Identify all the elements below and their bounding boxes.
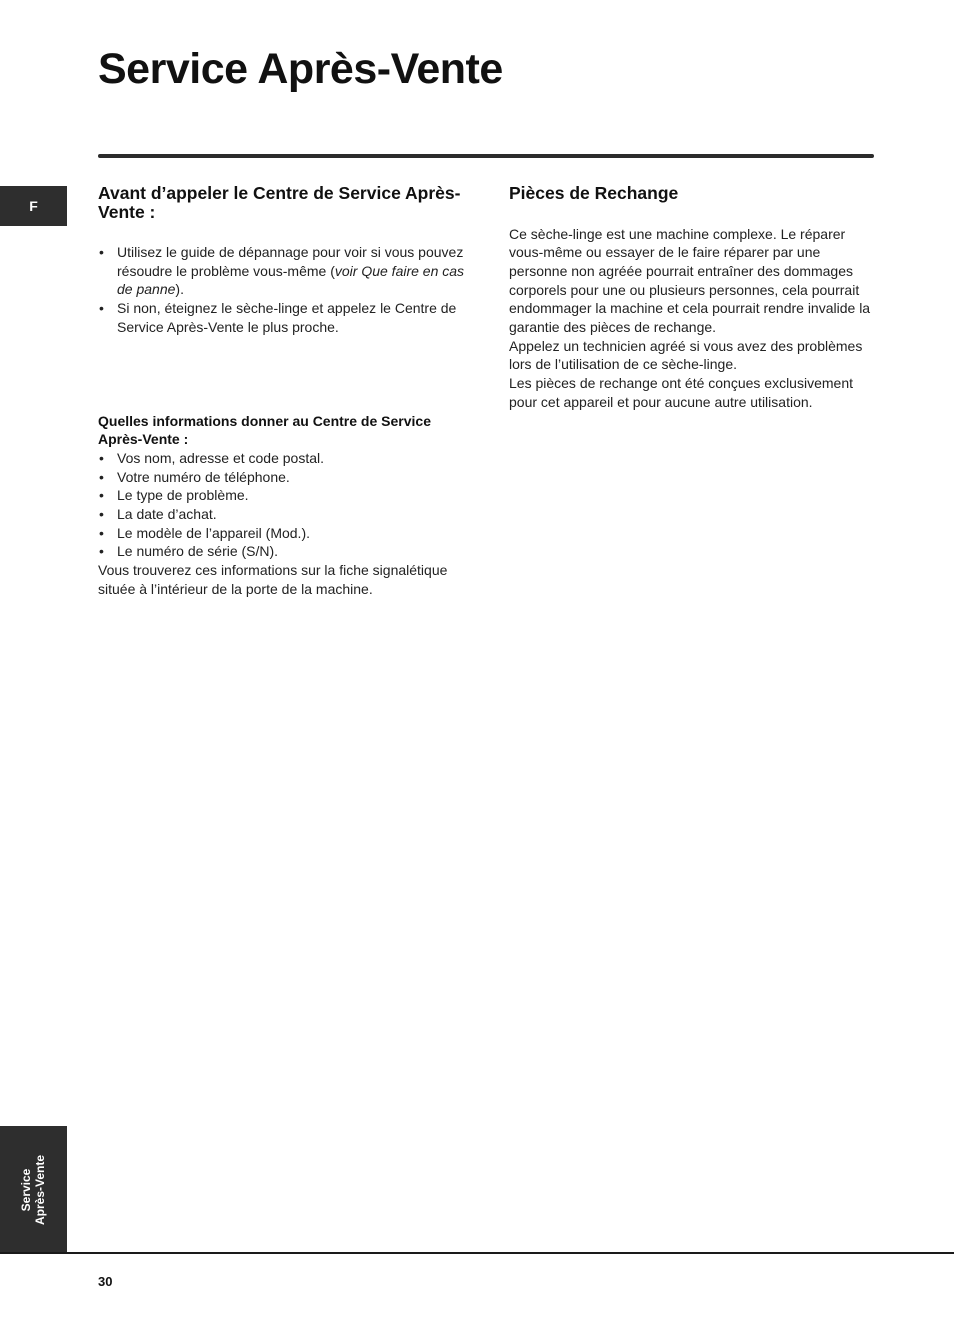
language-tab-label: F [29, 198, 38, 214]
right-column [509, 184, 877, 412]
page-title: Service Après-Vente [98, 45, 503, 93]
language-tab [0, 186, 67, 226]
side-tab-line: Après-Vente [33, 1154, 47, 1226]
paragraph: Appelez un technicien agréé si vous avez des problèmes lors de l’utilisation de ce sèche-linge. [509, 337, 863, 373]
spare-parts-body [509, 225, 877, 412]
list-item: • Votre numéro de téléphone. [98, 468, 468, 487]
list-item-text: Utilisez le guide de dépannage pour voir si vous pouvez résoudre le problème vous-même ( [117, 244, 464, 279]
paragraph: Ce sèche-linge est une machine complexe. Le réparer vous-même ou essayer de le faire réparer par une personne non agréée pourrait entraîner des dommages corporels pour une ou plusieurs personnes, cela pourrait endommager la machine et cela pourrait rendre invalide la garantie des pièces de rechange. [509, 225, 871, 336]
before-calling-heading: Avant d’appeler le Centre de Service Après-Vente : [98, 183, 461, 222]
list-item: • Le type de problème. [98, 486, 468, 505]
left-column [98, 184, 468, 599]
info-list [98, 449, 468, 561]
closing-paragraph: Vous trouverez ces informations sur la fiche signalétique située à l’intérieur de la porte de la machine. [98, 562, 448, 597]
list-item [98, 243, 468, 299]
list-item: • La date d’achat. [98, 505, 468, 524]
section-side-tab-label [19, 1155, 47, 1225]
before-calling-list [98, 243, 468, 337]
list-item: • Le numéro de série (S/N). [98, 542, 468, 561]
troubleshooting-reference: voir Que faire en cas de panne [117, 262, 465, 298]
section-side-tab [0, 1126, 67, 1254]
paragraph: Les pièces de rechange ont été conçues exclusivement pour cet appareil et pour aucune autre utilisation. [509, 375, 853, 410]
list-item-text: Si non, éteignez le sèche-linge et appelez le Centre de Service Après-Vente le plus proche. [117, 300, 457, 335]
list-item-text: ). [175, 281, 184, 298]
spare-parts-heading: Pièces de Rechange [509, 183, 679, 203]
list-item [98, 299, 468, 336]
title-divider [98, 154, 874, 158]
list-item: • Le modèle de l’appareil (Mod.). [98, 524, 468, 543]
info-heading: Quelles informations donner au Centre de Service Après-Vente : [98, 412, 431, 448]
page-number: 30 [98, 1274, 113, 1289]
side-tab-line: Service [19, 1168, 33, 1212]
list-item: • Vos nom, adresse et code postal. [98, 449, 468, 468]
footer-divider [0, 1252, 954, 1254]
